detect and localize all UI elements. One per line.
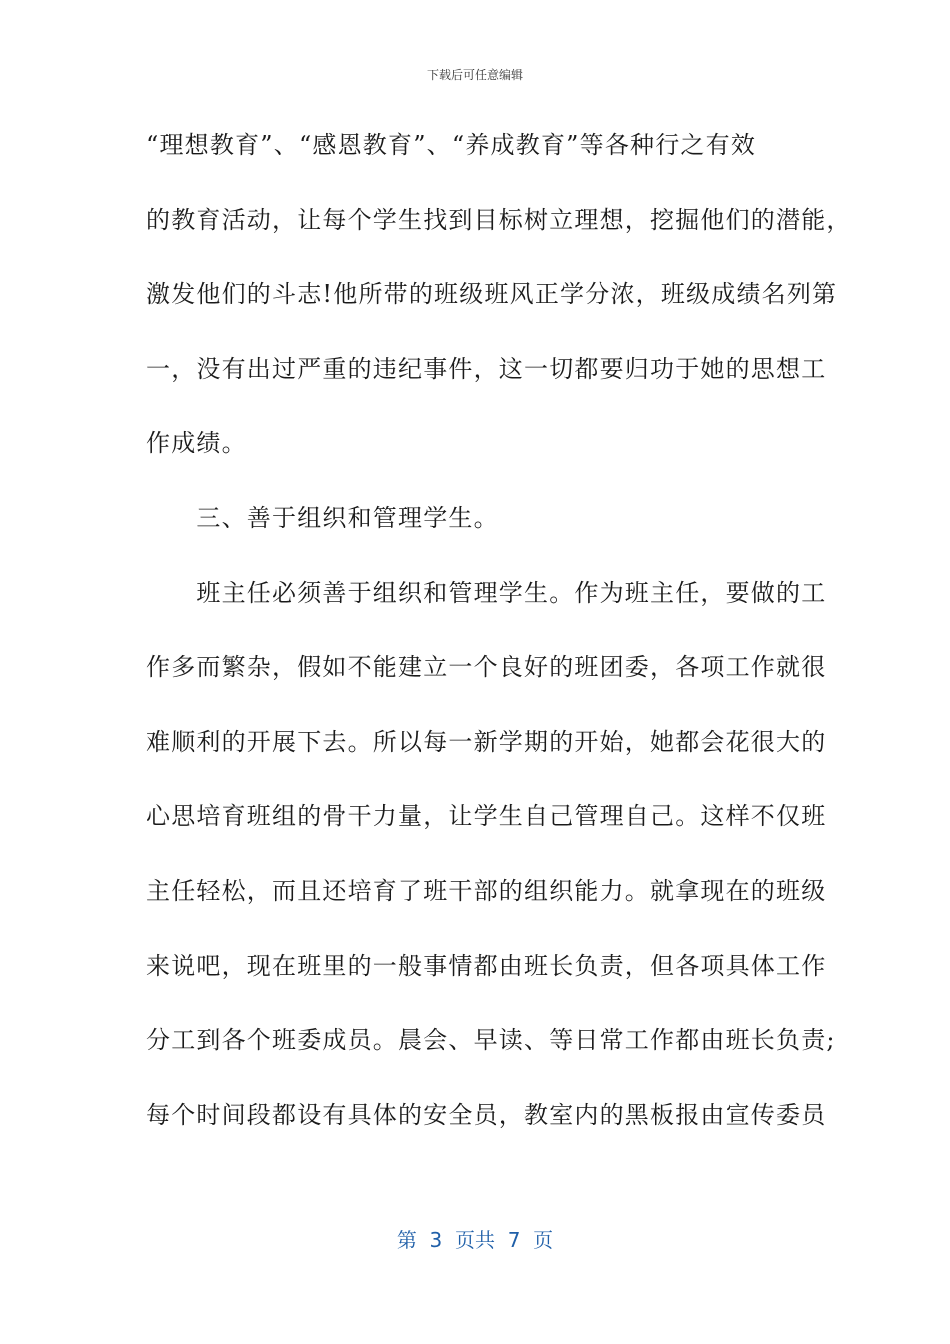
- page-number-footer: 第 3 页共 7 页: [396, 1228, 554, 1252]
- text-line: 一，没有出过严重的违纪事件，这一切都要归功于她的思想工: [146, 354, 827, 383]
- text-line: 分工到各个班委成员。晨会、早读、等日常工作都由班长负责;: [146, 1026, 836, 1055]
- section-heading: 三、善于组织和管理学生。: [146, 503, 499, 532]
- text-line: 作多而繁杂，假如不能建立一个良好的班团委，各项工作就很: [146, 653, 827, 682]
- text-line: 激发他们的斗志!他所带的班级班风正学分浓，班级成绩名列第: [146, 280, 838, 309]
- text-line: 作成绩。: [146, 429, 247, 458]
- text-line: 每个时间段都设有具体的安全员，教室内的黑板报由宣传委员: [146, 1100, 827, 1129]
- text-line: 心思培育班组的骨干力量，让学生自己管理自己。这样不仅班: [146, 802, 827, 831]
- text-line: “理想教育”、“感恩教育”、“养成教育”等各种行之有效: [146, 131, 757, 159]
- text-line: 的教育活动，让每个学生找到目标树立理想，挖掘他们的潜能，: [146, 205, 852, 234]
- text-line: 难顺利的开展下去。所以每一新学期的开始，她都会花很大的: [146, 727, 827, 756]
- text-line: 主任轻松，而且还培育了班干部的组织能力。就拿现在的班级: [146, 876, 827, 905]
- text-line: 班主任必须善于组织和管理学生。作为班主任，要做的工: [146, 578, 827, 607]
- page-header: 下载后可任意编辑: [426, 68, 523, 82]
- document-body: [146, 126, 852, 1170]
- text-line: 来说吧，现在班里的一般事情都由班长负责，但各项具体工作: [146, 951, 827, 980]
